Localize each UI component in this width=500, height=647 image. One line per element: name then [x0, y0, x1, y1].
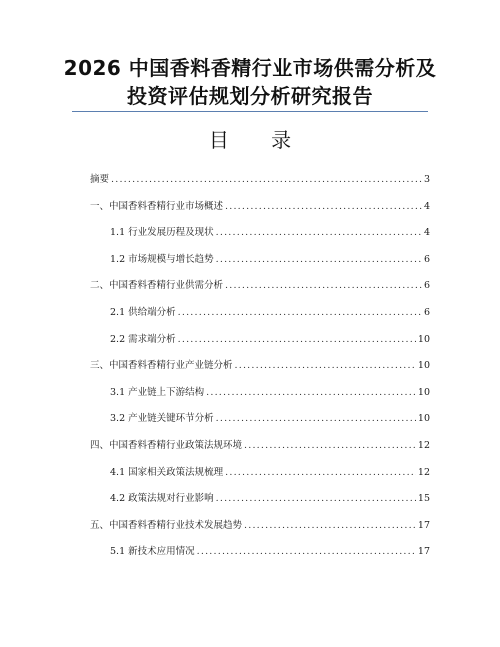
- toc-entry-title: 三、中国香料香精行业产业链分析: [90, 360, 233, 372]
- toc-dot-leader: [225, 465, 416, 481]
- toc-page-number: 10: [417, 333, 430, 345]
- toc-entry-title: 3.1 产业链上下游结构: [110, 386, 205, 398]
- toc-page-number: 10: [417, 386, 430, 398]
- toc-entry-title: 五、中国香料香精行业技术发展趋势: [90, 519, 243, 531]
- toc-page-number: 12: [417, 440, 430, 451]
- toc-entry-title: 2.1 供给端分析: [110, 307, 176, 318]
- toc-chapter-entry[interactable]: [90, 518, 430, 534]
- toc-entry-title: 5.1 新技术应用情况: [110, 546, 195, 558]
- toc-page-number: 17: [417, 546, 430, 558]
- toc-chapter-entry[interactable]: [90, 278, 430, 294]
- toc-chapter-entry[interactable]: [90, 358, 430, 374]
- toc-page-number: 4: [423, 200, 430, 212]
- toc-dot-leader: [197, 544, 416, 560]
- toc-entry-title: 4.2 政策法规对行业影响: [110, 493, 214, 505]
- toc-subsection-entry[interactable]: [110, 465, 430, 481]
- toc-subsection-entry[interactable]: [110, 411, 430, 427]
- toc-entry-title: 3.2 产业链关键环节分析: [110, 413, 214, 425]
- toc-dot-leader: [235, 358, 416, 374]
- toc-page-number: 17: [417, 519, 430, 531]
- toc-page-number: 6: [423, 253, 430, 265]
- toc-entry-title: 摘要: [90, 174, 110, 185]
- toc-subsection-entry[interactable]: [110, 544, 430, 560]
- toc-entry[interactable]: [90, 172, 430, 188]
- toc-chapter-entry[interactable]: [90, 199, 430, 215]
- toc-dot-leader: [178, 332, 416, 348]
- toc-entry-title: 一、中国香料香精行业市场概述: [90, 200, 224, 212]
- toc-entry-title: 四、中国香料香精行业政策法规环境: [90, 440, 243, 451]
- toc-dot-leader: [216, 252, 422, 268]
- toc-dot-leader: [225, 278, 422, 294]
- toc-entry-title: 1.2 市场规模与增长趋势: [110, 253, 214, 265]
- toc-page-number: 10: [417, 360, 430, 372]
- toc-subsection-entry[interactable]: [110, 385, 430, 401]
- toc-page-number: 4: [423, 227, 430, 239]
- toc-subsection-entry[interactable]: [110, 305, 430, 321]
- toc-dot-leader: [178, 305, 422, 321]
- toc-page-number: 6: [423, 280, 430, 292]
- toc-page-number: 10: [417, 413, 430, 425]
- toc-subsection-entry[interactable]: [110, 491, 430, 507]
- toc-heading: 目 录: [208, 128, 310, 152]
- toc-subsection-entry[interactable]: [110, 225, 430, 241]
- report-title: [0, 54, 500, 110]
- toc-entry-title: 4.1 国家相关政策法规梳理: [110, 466, 224, 478]
- toc-dot-leader: [244, 518, 416, 534]
- toc-page-number: 6: [423, 307, 430, 318]
- title-divider: [72, 111, 428, 112]
- toc-subsection-entry[interactable]: [110, 332, 430, 348]
- toc-page-number: 3: [423, 174, 430, 185]
- toc-entry-title: 二、中国香料香精行业供需分析: [90, 280, 224, 292]
- toc-dot-leader: [216, 225, 422, 241]
- report-title-line-2: 投资评估规划分析研究报告: [127, 84, 373, 108]
- report-title-line-1: 2026 中国香料香精行业市场供需分析及: [63, 56, 437, 80]
- toc-chapter-entry[interactable]: [90, 438, 430, 454]
- toc-entry-title: 2.2 需求端分析: [110, 333, 176, 345]
- toc-dot-leader: [216, 491, 416, 507]
- toc-dot-leader: [206, 385, 416, 401]
- toc-dot-leader: [244, 438, 416, 454]
- toc-subsection-entry[interactable]: [110, 252, 430, 268]
- toc-dot-leader: [216, 411, 416, 427]
- toc-entry-title: 1.1 行业发展历程及现状: [110, 227, 214, 239]
- toc-dot-leader: [225, 199, 422, 215]
- toc-page-number: 12: [417, 466, 430, 478]
- toc-dot-leader: [111, 172, 422, 188]
- toc-page-number: 15: [417, 493, 430, 505]
